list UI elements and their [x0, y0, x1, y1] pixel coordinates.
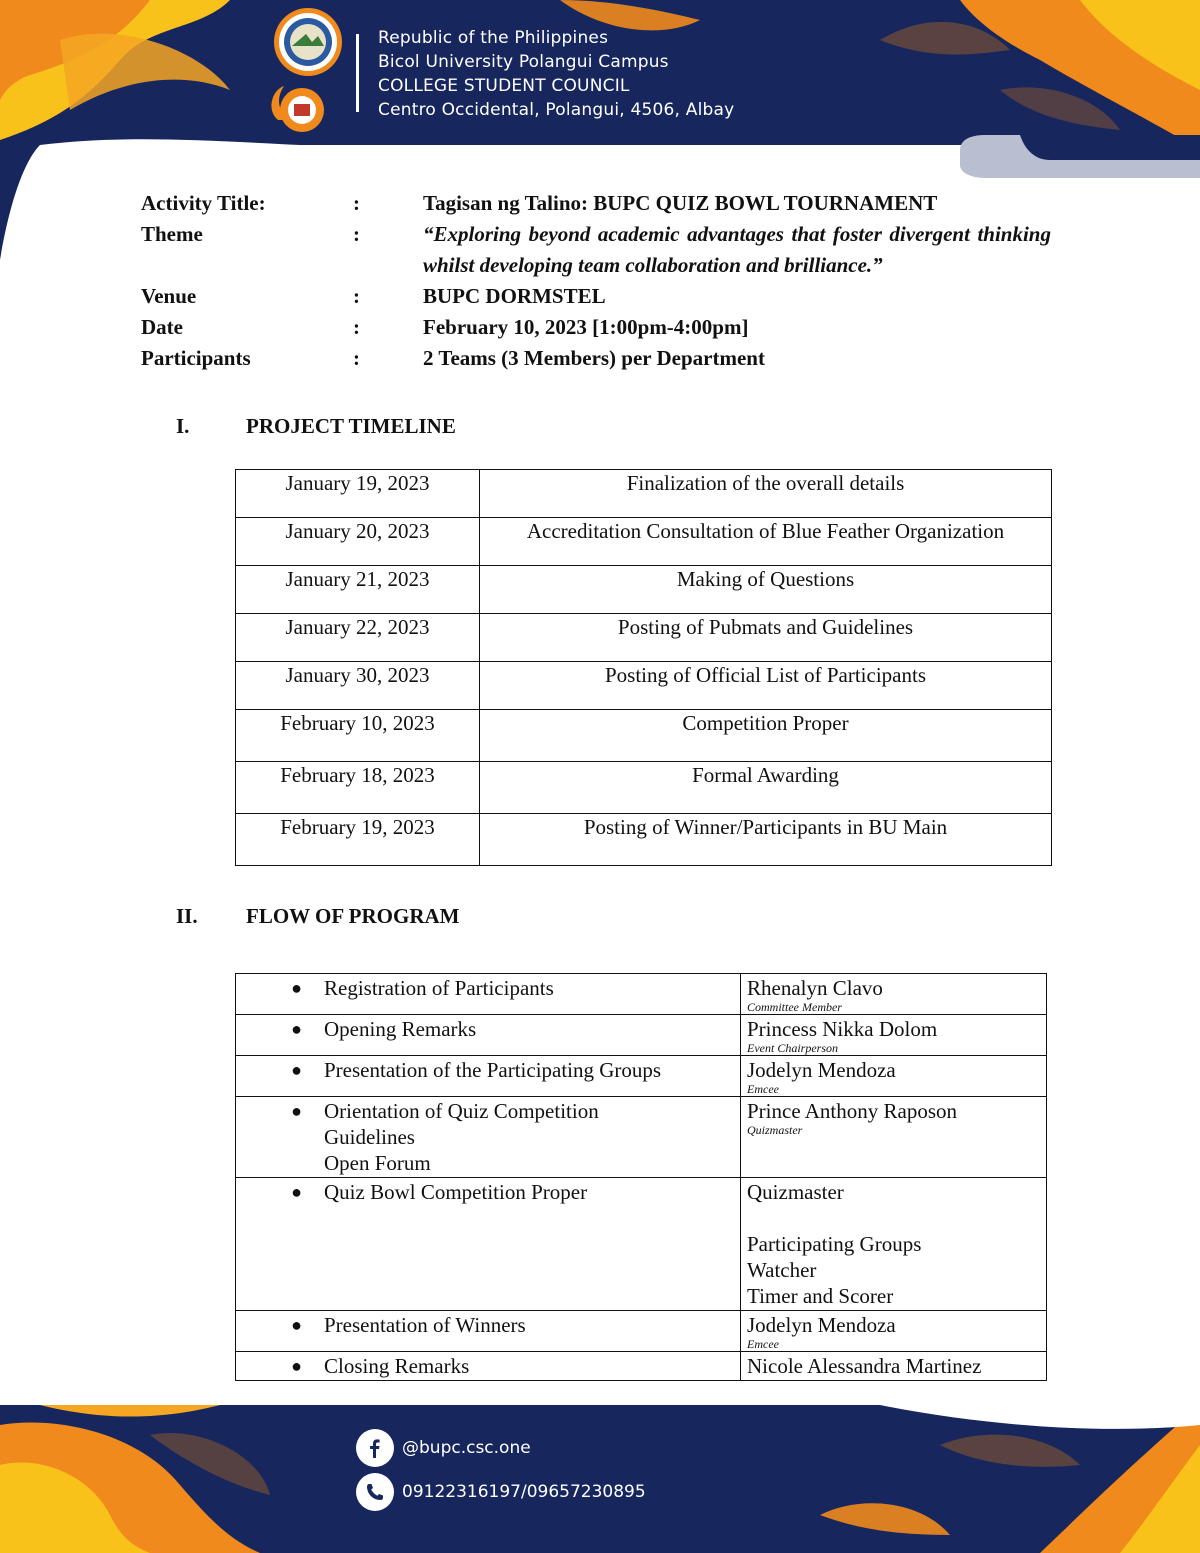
program-person: Timer and Scorer: [747, 1284, 894, 1308]
program-person-cell: [741, 1352, 1047, 1381]
program-row: [236, 1352, 1047, 1381]
timeline-row: [236, 814, 1052, 866]
program-person: Nicole Alessandra Martinez: [747, 1354, 982, 1378]
program-person: Jodelyn Mendoza: [747, 1313, 896, 1337]
bullet-icon: ●: [291, 978, 302, 998]
program-person: Rhenalyn Clavo: [747, 976, 883, 1000]
info-value: BUPC DORMSTEL: [423, 284, 606, 308]
timeline-row: [236, 518, 1052, 566]
timeline-date: January 19, 2023: [236, 470, 480, 518]
bullet-icon: ●: [291, 1356, 302, 1376]
info-row-title: [141, 188, 1051, 219]
program-person-cell: [741, 1097, 1047, 1178]
bullet-icon: ●: [291, 1060, 302, 1080]
activity-info: [141, 188, 1051, 374]
info-value: 2 Teams (3 Members) per Department: [423, 346, 765, 370]
timeline-row: [236, 470, 1052, 518]
program-activity-cell: [236, 1015, 741, 1056]
timeline-activity: Posting of Pubmats and Guidelines: [480, 614, 1052, 662]
info-colon: :: [353, 346, 360, 370]
info-colon: :: [353, 222, 360, 246]
university-seal-logo: [272, 6, 344, 78]
timeline-row: [236, 662, 1052, 710]
program-activity: Presentation of Winners: [324, 1313, 526, 1337]
info-row-theme: [141, 219, 1051, 281]
info-row-venue: [141, 281, 1051, 312]
info-label: Activity Title:: [141, 191, 266, 215]
phone-icon: [356, 1473, 394, 1511]
program-person: Prince Anthony Raposon: [747, 1099, 957, 1123]
program-person-cell: [741, 974, 1047, 1015]
program-role: Emcee: [747, 1082, 779, 1096]
facebook-handle: @bupc.csc.one: [402, 1438, 531, 1458]
info-label: Theme: [141, 222, 203, 246]
timeline-row: [236, 710, 1052, 762]
program-person: Participating Groups: [747, 1232, 922, 1256]
program-activity: Opening Remarks: [324, 1017, 477, 1041]
timeline-activity: Posting of Official List of Participants: [480, 662, 1052, 710]
info-label: Date: [141, 315, 183, 339]
program-person: Jodelyn Mendoza: [747, 1058, 896, 1082]
header-line-address: Centro Occidental, Polangui, 4506, Albay: [378, 100, 735, 120]
timeline-activity: Finalization of the overall details: [480, 470, 1052, 518]
bullet-icon: ●: [291, 1019, 302, 1039]
bullet-icon: ●: [291, 1315, 302, 1335]
flow-of-program-table: [235, 973, 1047, 1381]
program-row: [236, 974, 1047, 1015]
timeline-row: [236, 762, 1052, 814]
timeline-activity: Competition Proper: [480, 710, 1052, 762]
program-activity-cell: [236, 974, 741, 1015]
program-person: Quizmaster: [747, 1180, 844, 1204]
program-role: Event Chairperson: [747, 1041, 838, 1055]
timeline-row: [236, 566, 1052, 614]
info-colon: :: [353, 284, 360, 308]
info-value: February 10, 2023 [1:00pm-4:00pm]: [423, 315, 749, 339]
program-activity-cell: [236, 1178, 741, 1311]
info-colon: :: [353, 191, 360, 215]
program-person: Watcher: [747, 1258, 817, 1282]
facebook-contact[interactable]: [356, 1429, 531, 1467]
timeline-date: January 22, 2023: [236, 614, 480, 662]
program-activity: Guidelines: [324, 1125, 415, 1149]
program-row: [236, 1178, 1047, 1311]
header-line-council: COLLEGE STUDENT COUNCIL: [378, 76, 630, 96]
letterhead-footer: [0, 1405, 1200, 1553]
timeline-date: February 18, 2023: [236, 762, 480, 814]
program-role: Committee Member: [747, 1000, 842, 1014]
info-colon: :: [353, 315, 360, 339]
timeline-activity: Making of Questions: [480, 566, 1052, 614]
program-person-cell: [741, 1015, 1047, 1056]
timeline-date: January 30, 2023: [236, 662, 480, 710]
header-divider: [356, 34, 359, 112]
program-row: [236, 1097, 1047, 1178]
timeline-activity: Posting of Winner/Participants in BU Main: [480, 814, 1052, 866]
timeline-activity: Accreditation Consultation of Blue Feather Organization: [480, 518, 1052, 566]
program-person: Princess Nikka Dolom: [747, 1017, 938, 1041]
info-value: “Exploring beyond academic advantages that foster divergent thinking whilst developing team collaboration and brilliance.”: [423, 222, 1051, 277]
program-activity: Open Forum: [324, 1151, 431, 1175]
phone-contact[interactable]: [356, 1473, 646, 1511]
timeline-date: January 21, 2023: [236, 566, 480, 614]
info-value: Tagisan ng Talino: BUPC QUIZ BOWL TOURNAMENT: [423, 191, 938, 215]
program-activity-cell: [236, 1311, 741, 1352]
program-row: [236, 1056, 1047, 1097]
bullet-icon: ●: [291, 1101, 302, 1121]
timeline-date: February 19, 2023: [236, 814, 480, 866]
timeline-date: February 10, 2023: [236, 710, 480, 762]
program-activity: Registration of Participants: [324, 976, 554, 1000]
section-heading-flow: [176, 904, 460, 929]
student-council-logo: [266, 80, 336, 142]
project-timeline-table: [235, 469, 1052, 866]
program-person-cell: [741, 1178, 1047, 1311]
program-activity: Presentation of the Participating Groups: [324, 1058, 662, 1082]
timeline-activity: Formal Awarding: [480, 762, 1052, 814]
info-label: Venue: [141, 284, 197, 308]
timeline-date: January 20, 2023: [236, 518, 480, 566]
facebook-icon: [356, 1429, 394, 1467]
section-title: PROJECT TIMELINE: [246, 414, 456, 438]
program-activity-cell: [236, 1097, 741, 1178]
section-title: FLOW OF PROGRAM: [246, 904, 460, 928]
program-person: [747, 1205, 1040, 1231]
timeline-row: [236, 614, 1052, 662]
program-activity-cell: [236, 1352, 741, 1381]
program-row: [236, 1311, 1047, 1352]
header-line-country: Republic of the Philippines: [378, 28, 609, 48]
info-label: Participants: [141, 346, 251, 370]
bullet-icon: ●: [291, 1182, 302, 1202]
section-number: II.: [176, 904, 198, 928]
program-activity-cell: [236, 1056, 741, 1097]
program-person-cell: [741, 1311, 1047, 1352]
info-row-date: [141, 312, 1051, 343]
section-heading-timeline: [176, 414, 456, 439]
program-activity: Closing Remarks: [324, 1354, 470, 1378]
program-role: Quizmaster: [747, 1123, 803, 1137]
section-number: I.: [176, 414, 190, 438]
program-person-cell: [741, 1056, 1047, 1097]
program-row: [236, 1015, 1047, 1056]
header-line-university: Bicol University Polangui Campus: [378, 52, 669, 72]
institution-address: [378, 26, 734, 122]
info-row-participants: [141, 343, 1051, 374]
phone-numbers: 09122316197/09657230895: [402, 1482, 646, 1502]
program-activity: Orientation of Quiz Competition: [324, 1099, 599, 1123]
program-activity: Quiz Bowl Competition Proper: [324, 1180, 588, 1204]
program-role: Emcee: [747, 1337, 779, 1351]
